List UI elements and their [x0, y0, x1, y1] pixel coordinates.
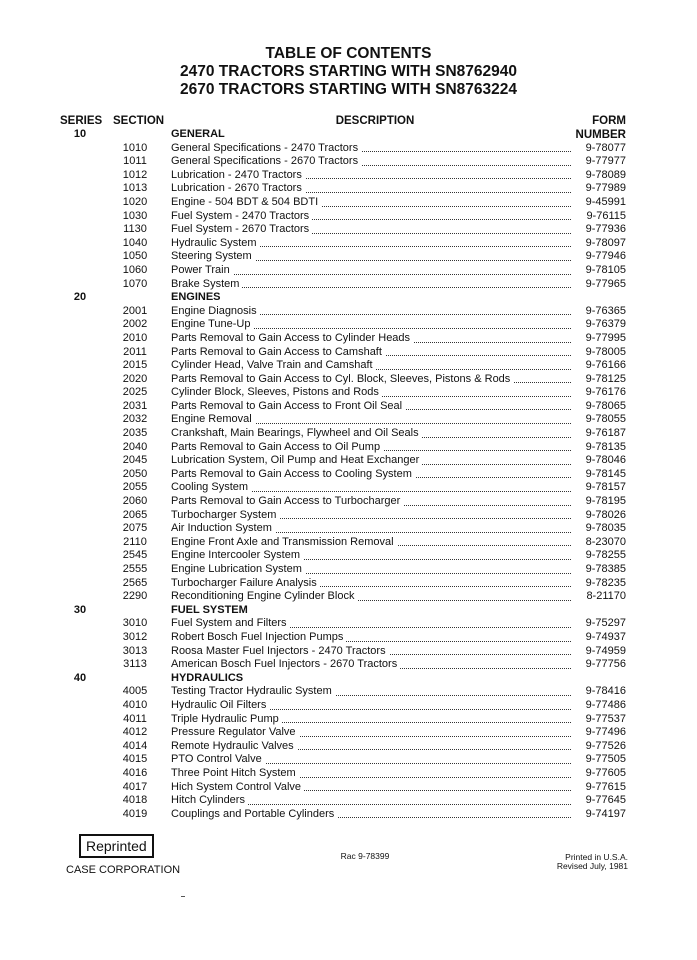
entry-description: Hitch Cylinders: [171, 794, 248, 806]
group-name: HYDRAULICS: [171, 671, 244, 684]
form-number: 9-77756: [585, 658, 626, 671]
entry-description: Parts Removal to Gain Access to Front Oil Seal: [171, 400, 405, 412]
section-number: 2015: [122, 359, 148, 372]
form-number: 9-78089: [585, 168, 626, 181]
entry-description: Couplings and Portable Cylinders: [171, 808, 337, 820]
form-number: 9-77965: [585, 277, 626, 290]
toc-title: TABLE OF CONTENTS: [265, 45, 432, 62]
section-number: 1010: [122, 141, 148, 154]
entry-description-cell: [171, 155, 571, 169]
entry-description: Roosa Master Fuel Injectors - 2470 Tractors: [171, 645, 389, 657]
entry-description-cell: [171, 237, 571, 251]
entry-description: Fuel System - 2670 Tractors: [171, 223, 312, 235]
section-number: 2020: [122, 372, 148, 385]
entry-description: Engine - 504 BDT & 504 BDTI: [171, 196, 321, 208]
table-row: [0, 536, 697, 550]
form-number: 9-78026: [585, 508, 626, 521]
section-number: 4018: [122, 794, 148, 807]
rac-number: Rac 9-78399: [340, 851, 390, 861]
section-number: 3012: [122, 630, 148, 643]
section-number: 2055: [122, 481, 148, 494]
table-row: [0, 713, 697, 727]
entry-description: PTO Control Valve: [171, 753, 265, 765]
table-row: [0, 645, 697, 659]
table-row: [0, 332, 697, 346]
table-row: [0, 631, 697, 645]
form-number: 9-77995: [585, 331, 626, 344]
entry-description-cell: [171, 210, 571, 224]
table-row: [0, 210, 697, 224]
table-row: [0, 509, 697, 523]
form-number: 9-78157: [585, 481, 626, 494]
form-number: 9-77989: [585, 182, 626, 195]
subtitle-2670: 2670 TRACTORS STARTING WITH SN8763224: [179, 81, 518, 98]
group-header-row: [0, 291, 697, 305]
section-number: 1011: [123, 155, 147, 168]
section-number: 2002: [122, 318, 148, 331]
entry-description-cell: [171, 481, 571, 495]
group-name: GENERAL: [171, 128, 225, 140]
entry-description: Hich System Control Valve: [171, 781, 304, 793]
form-number: 9-77615: [585, 780, 626, 793]
form-number: 9-74937: [585, 630, 626, 643]
table-row: [0, 155, 697, 169]
group-name: FUEL SYSTEM: [171, 603, 248, 616]
section-number: 2025: [122, 386, 148, 399]
table-row: [0, 794, 697, 808]
section-number: 4014: [122, 739, 148, 752]
form-number: 9-76187: [585, 427, 626, 440]
section-number: 4017: [122, 780, 148, 793]
table-row: [0, 726, 697, 740]
form-number: 9-77946: [585, 250, 626, 263]
section-number: 1130: [123, 223, 147, 236]
section-column-header: SECTION: [113, 115, 165, 127]
entry-description: Cylinder Block, Sleeves, Pistons and Rods: [171, 386, 382, 398]
entry-description-cell: [171, 400, 571, 414]
table-row: [0, 753, 697, 767]
entry-description-cell: [171, 549, 571, 563]
entry-description: Air Induction System: [171, 522, 275, 534]
entry-description: Pressure Regulator Valve: [171, 726, 299, 738]
section-number: 3010: [122, 617, 148, 630]
entry-description: Parts Removal to Gain Access to Camshaft: [171, 346, 385, 358]
section-number: 3013: [122, 644, 148, 657]
entry-description-cell: [171, 468, 571, 482]
form-number: 9-78255: [585, 549, 626, 562]
entry-description: Lubrication - 2670 Tractors: [171, 182, 305, 194]
table-row: [0, 359, 697, 373]
contents-table: [0, 128, 697, 821]
entry-description-cell: [171, 781, 571, 795]
table-row: [0, 427, 697, 441]
company-name: CASE CORPORATION: [66, 864, 181, 876]
table-row: [0, 617, 697, 631]
section-number: 4011: [123, 712, 147, 725]
section-number: 2065: [122, 508, 148, 521]
entry-description: Engine Diagnosis: [171, 305, 260, 317]
entry-description-cell: [171, 332, 571, 346]
form-number: 9-78065: [585, 399, 626, 412]
table-row: [0, 413, 697, 427]
entry-description: Power Train: [171, 264, 233, 276]
form-column-header: FORM: [592, 115, 626, 127]
form-number: 9-77526: [585, 739, 626, 752]
entry-description: Testing Tractor Hydraulic System: [171, 685, 335, 697]
entry-description: Crankshaft, Main Bearings, Flywheel and Oil Seals: [171, 427, 422, 439]
entry-description-cell: [171, 386, 571, 400]
entry-description-cell: [171, 685, 571, 699]
entry-description-cell: [171, 278, 571, 292]
entry-description-cell: [171, 495, 571, 509]
form-number: 9-77977: [585, 155, 626, 168]
table-row: [0, 740, 697, 754]
table-row: [0, 468, 697, 482]
entry-description: Brake System: [171, 278, 242, 290]
entry-description-cell: [171, 346, 571, 360]
form-number: 9-74959: [585, 644, 626, 657]
table-row: [0, 522, 697, 536]
entry-description: Parts Removal to Gain Access to Oil Pump: [171, 441, 383, 453]
entry-description: Turbocharger Failure Analysis: [171, 577, 320, 589]
entry-description-cell: [171, 427, 571, 441]
form-number: 9-77537: [585, 712, 626, 725]
entry-description-cell: [171, 617, 571, 631]
group-header-row: [0, 128, 697, 142]
form-number: 9-76176: [585, 386, 626, 399]
section-number: 1060: [122, 263, 148, 276]
entry-description-cell: [171, 658, 571, 672]
entry-description-cell: [171, 713, 571, 727]
group-name: ENGINES: [171, 291, 221, 304]
section-number: 1012: [122, 168, 148, 181]
section-number: 1020: [122, 195, 148, 208]
section-number: 2010: [122, 331, 148, 344]
entry-description: Parts Removal to Gain Access to Turbocharger: [171, 495, 403, 507]
table-row: [0, 699, 697, 713]
revised-date: Revised July, 1981: [556, 861, 628, 871]
series-number: 20: [73, 291, 87, 304]
entry-description-cell: [171, 699, 571, 713]
entry-description: Parts Removal to Gain Access to Cylinder Heads: [171, 332, 413, 344]
section-number: 2050: [122, 467, 148, 480]
section-number: 4019: [122, 807, 148, 820]
entry-description: Triple Hydraulic Pump: [171, 713, 282, 725]
form-number: 9-75297: [585, 617, 626, 630]
section-number: 4012: [122, 726, 148, 739]
section-number: 2001: [122, 304, 148, 317]
entry-description: Parts Removal to Gain Access to Cooling System: [171, 468, 415, 480]
table-row: [0, 196, 697, 210]
entry-description: Lubrication System, Oil Pump and Heat Exchanger: [171, 454, 422, 466]
entry-description: Fuel System - 2470 Tractors: [171, 210, 312, 222]
section-number: 4005: [122, 685, 148, 698]
entry-description: Reconditioning Engine Cylinder Block: [171, 590, 357, 602]
form-number: 9-78077: [585, 141, 626, 154]
section-number: 1030: [122, 209, 148, 222]
form-number: 9-76166: [585, 359, 626, 372]
section-number: 2031: [122, 399, 148, 412]
entry-description: Parts Removal to Gain Access to Cyl. Block, Sleeves, Pistons & Rods: [171, 373, 513, 385]
entry-description-cell: [171, 740, 571, 754]
table-row: [0, 182, 697, 196]
entry-description-cell: [171, 808, 571, 822]
entry-description-cell: [171, 264, 571, 278]
table-row: [0, 169, 697, 183]
series-number: 40: [73, 671, 87, 684]
table-row: [0, 237, 697, 251]
series-column-header: SERIES: [60, 115, 103, 127]
entry-description-cell: [171, 142, 571, 156]
entry-description: Hydraulic System: [171, 237, 260, 249]
entry-description: Steering System: [171, 250, 255, 262]
form-number: 9-78195: [585, 495, 626, 508]
entry-description-cell: [171, 441, 571, 455]
entry-description: Engine Tune-Up: [171, 318, 254, 330]
form-number: 9-76379: [585, 318, 626, 331]
entry-description-cell: [171, 563, 571, 577]
form-number: 9-78145: [585, 467, 626, 480]
section-number: 4010: [122, 698, 148, 711]
entry-description: General Specifications - 2470 Tractors: [171, 142, 361, 154]
reprinted-stamp: Reprinted: [79, 834, 154, 858]
form-number: 9-76115: [586, 209, 626, 222]
table-row: [0, 590, 697, 604]
entry-description-cell: [171, 577, 571, 591]
table-row: [0, 563, 697, 577]
section-number: 2045: [122, 454, 148, 467]
group-header-row: [0, 604, 697, 618]
stray-mark: [181, 896, 185, 897]
entry-description-cell: [171, 794, 571, 808]
section-number: 2035: [122, 427, 148, 440]
table-row: [0, 386, 697, 400]
table-row: [0, 278, 697, 292]
table-row: [0, 142, 697, 156]
entry-description-cell: [171, 522, 571, 536]
table-row: [0, 250, 697, 264]
entry-description-cell: [171, 223, 571, 237]
entry-description-cell: [171, 509, 571, 523]
entry-description-cell: [171, 359, 571, 373]
form-number: 9-78125: [585, 372, 626, 385]
entry-description: General Specifications - 2670 Tractors: [171, 155, 361, 167]
form-number: 9-77936: [585, 223, 626, 236]
section-number: 1070: [122, 277, 148, 290]
entry-description: Engine Front Axle and Transmission Removal: [171, 536, 397, 548]
number-column-header: NUMBER: [575, 129, 626, 141]
entry-description-cell: [171, 305, 571, 319]
form-number: 9-78416: [585, 685, 626, 698]
entry-description: Engine Lubrication System: [171, 563, 305, 575]
table-row: [0, 808, 697, 822]
form-number: 9-78135: [585, 440, 626, 453]
form-number: 8-21170: [586, 590, 626, 603]
entry-description-cell: [171, 645, 571, 659]
section-number: 2110: [123, 535, 147, 548]
form-number: 9-78035: [585, 522, 626, 535]
series-number: 30: [73, 603, 87, 616]
form-number: 9-77486: [585, 698, 626, 711]
form-number: 9-76365: [585, 304, 626, 317]
entry-description-cell: [171, 373, 571, 387]
entry-description: Fuel System and Filters: [171, 617, 290, 629]
print-info: [520, 853, 628, 871]
table-row: [0, 223, 697, 237]
section-number: 3113: [123, 658, 147, 671]
section-number: 2075: [122, 522, 148, 535]
section-number: 2060: [122, 495, 148, 508]
form-number: 9-78046: [585, 454, 626, 467]
table-row: [0, 767, 697, 781]
form-number: 8-23070: [585, 535, 626, 548]
form-number: 9-78097: [585, 236, 626, 249]
form-number: 9-78235: [585, 576, 626, 589]
entry-description-cell: [171, 590, 571, 604]
entry-description: Turbocharger System: [171, 509, 279, 521]
section-number: 2011: [123, 345, 147, 358]
form-number: 9-78385: [585, 563, 626, 575]
entry-description-cell: [171, 182, 571, 196]
entry-description: Engine Removal: [171, 413, 255, 425]
table-row: [0, 318, 697, 332]
section-number: 2040: [122, 440, 148, 453]
section-number: 4016: [122, 766, 148, 779]
table-row: [0, 781, 697, 795]
table-row: [0, 481, 697, 495]
entry-description: American Bosch Fuel Injectors - 2670 Tractors: [171, 658, 400, 670]
printed-in: Printed in U.S.A.: [565, 852, 628, 862]
form-number: 9-77605: [585, 766, 626, 779]
entry-description-cell: [171, 536, 571, 550]
table-row: [0, 441, 697, 455]
section-number: 1040: [122, 236, 148, 249]
description-column-header: DESCRIPTION: [335, 115, 415, 127]
entry-description-cell: [171, 250, 571, 264]
entry-description-cell: [171, 196, 571, 210]
entry-description: Cooling System: [171, 481, 251, 493]
section-number: 2565: [122, 576, 148, 589]
section-number: 2032: [122, 413, 148, 426]
entry-description-cell: [171, 413, 571, 427]
form-number: 9-45991: [585, 195, 626, 208]
form-number: 9-77645: [585, 794, 626, 807]
section-number: 2290: [122, 590, 148, 603]
table-row: [0, 346, 697, 360]
form-number: 9-78105: [585, 263, 626, 276]
entry-description-cell: [171, 753, 571, 767]
table-row: [0, 454, 697, 468]
entry-description: Three Point Hitch System: [171, 767, 299, 779]
entry-description: Hydraulic Oil Filters: [171, 699, 269, 711]
table-row: [0, 685, 697, 699]
entry-description: Robert Bosch Fuel Injection Pumps: [171, 631, 346, 643]
table-row: [0, 577, 697, 591]
entry-description-cell: [171, 318, 571, 332]
section-number: 2555: [122, 563, 148, 575]
entry-description: Engine Intercooler System: [171, 549, 303, 561]
form-number: 9-77505: [585, 753, 626, 766]
entry-description: Remote Hydraulic Valves: [171, 740, 297, 752]
form-number: 9-74197: [585, 807, 626, 820]
form-number: 9-78055: [585, 413, 626, 426]
entry-description-cell: [171, 169, 571, 183]
table-row: [0, 264, 697, 278]
section-number: 2545: [122, 549, 148, 562]
subtitle-2470: 2470 TRACTORS STARTING WITH SN8762940: [179, 63, 518, 80]
entry-description: Cylinder Head, Valve Train and Camshaft: [171, 359, 376, 371]
table-row: [0, 549, 697, 563]
section-number: 4015: [122, 753, 148, 766]
group-header-row: [0, 672, 697, 686]
form-number: 9-77496: [585, 726, 626, 739]
section-number: 1050: [122, 250, 148, 263]
table-row: [0, 373, 697, 387]
series-number: 10: [73, 128, 87, 140]
entry-description: Lubrication - 2470 Tractors: [171, 169, 305, 181]
entry-description-cell: [171, 726, 571, 740]
entry-description-cell: [171, 767, 571, 781]
table-row: [0, 400, 697, 414]
entry-description-cell: [171, 454, 571, 468]
section-number: 1013: [122, 182, 148, 195]
form-number: 9-78005: [585, 345, 626, 358]
table-row: [0, 305, 697, 319]
entry-description-cell: [171, 631, 571, 645]
table-row: [0, 658, 697, 672]
table-row: [0, 495, 697, 509]
